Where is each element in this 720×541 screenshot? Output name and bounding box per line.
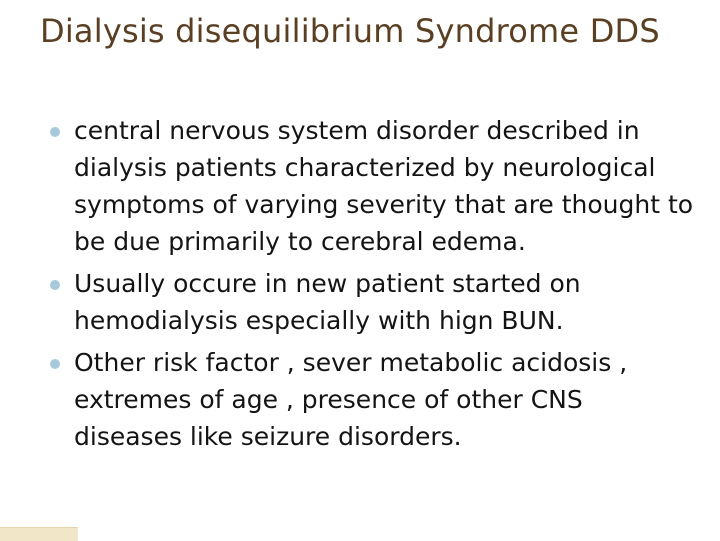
bullet-item bbox=[48, 265, 698, 339]
bullet-dot-icon bbox=[50, 127, 60, 137]
corner-decoration bbox=[0, 527, 78, 541]
bullet-item bbox=[48, 112, 698, 260]
bullet-item bbox=[48, 344, 698, 455]
bullet-dot-icon bbox=[50, 280, 60, 290]
bullet-list bbox=[48, 112, 698, 460]
bullet-dot-icon bbox=[50, 359, 60, 369]
bullet-text: Other risk factor , sever metabolic acidosis , extremes of age , presence of other CNS diseases like seizure disorders. bbox=[74, 348, 628, 451]
slide-title: Dialysis disequilibrium Syndrome DDS bbox=[40, 12, 660, 50]
bullet-text: central nervous system disorder described in dialysis patients characterized by neurological symptoms of varying severity that are thought to be due primarily to cerebral edema. bbox=[74, 116, 694, 256]
bullet-text: Usually occure in new patient started on hemodialysis especially with hign BUN. bbox=[74, 269, 581, 335]
